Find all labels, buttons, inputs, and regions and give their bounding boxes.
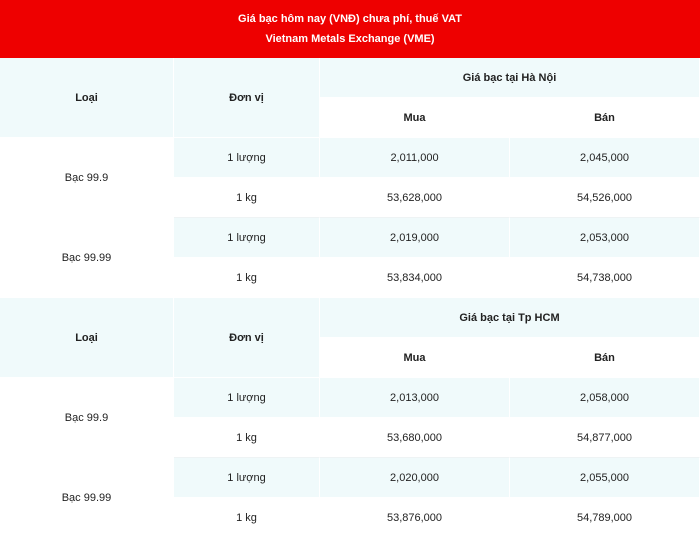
- row-buy-price: 2,011,000: [320, 138, 510, 178]
- row-sell-price: 54,738,000: [510, 258, 700, 298]
- col-header-buy: Mua: [320, 98, 510, 138]
- col-header-type: Loại: [0, 298, 174, 378]
- row-buy-price: 2,019,000: [320, 218, 510, 258]
- row-buy-price: 53,834,000: [320, 258, 510, 298]
- row-unit: 1 lượng: [174, 218, 320, 258]
- row-sell-price: 2,055,000: [510, 458, 700, 498]
- row-unit: 1 lượng: [174, 378, 320, 418]
- row-type: Bạc 99.99: [0, 218, 174, 298]
- col-header-type: Loại: [0, 58, 174, 138]
- row-type: Bạc 99.9: [0, 138, 174, 218]
- row-buy-price: 2,013,000: [320, 378, 510, 418]
- row-sell-price: 54,526,000: [510, 178, 700, 218]
- row-unit: 1 kg: [174, 258, 320, 298]
- row-sell-price: 2,058,000: [510, 378, 700, 418]
- col-header-unit: Đơn vị: [174, 58, 320, 138]
- row-type: Bạc 99.99: [0, 458, 174, 538]
- table-title: Giá bạc hôm nay (VNĐ) chưa phí, thuế VAT: [238, 13, 462, 25]
- row-unit: 1 kg: [174, 498, 320, 538]
- row-unit: 1 kg: [174, 178, 320, 218]
- row-sell-price: 54,877,000: [510, 418, 700, 458]
- row-unit: 1 kg: [174, 418, 320, 458]
- col-header-buy: Mua: [320, 338, 510, 378]
- row-buy-price: 53,876,000: [320, 498, 510, 538]
- row-sell-price: 2,045,000: [510, 138, 700, 178]
- row-unit: 1 lượng: [174, 138, 320, 178]
- col-header-location: Giá bạc tại Hà Nội: [320, 58, 700, 98]
- row-unit: 1 lượng: [174, 458, 320, 498]
- row-sell-price: 54,789,000: [510, 498, 700, 538]
- row-type: Bạc 99.9: [0, 378, 174, 458]
- row-sell-price: 2,053,000: [510, 218, 700, 258]
- row-buy-price: 2,020,000: [320, 458, 510, 498]
- table-title-banner: [0, 0, 700, 58]
- col-header-unit: Đơn vị: [174, 298, 320, 378]
- row-buy-price: 53,680,000: [320, 418, 510, 458]
- col-header-location: Giá bạc tại Tp HCM: [320, 298, 700, 338]
- col-header-sell: Bán: [510, 338, 700, 378]
- row-buy-price: 53,628,000: [320, 178, 510, 218]
- table-subtitle: Vietnam Metals Exchange (VME): [265, 33, 435, 45]
- col-header-sell: Bán: [510, 98, 700, 138]
